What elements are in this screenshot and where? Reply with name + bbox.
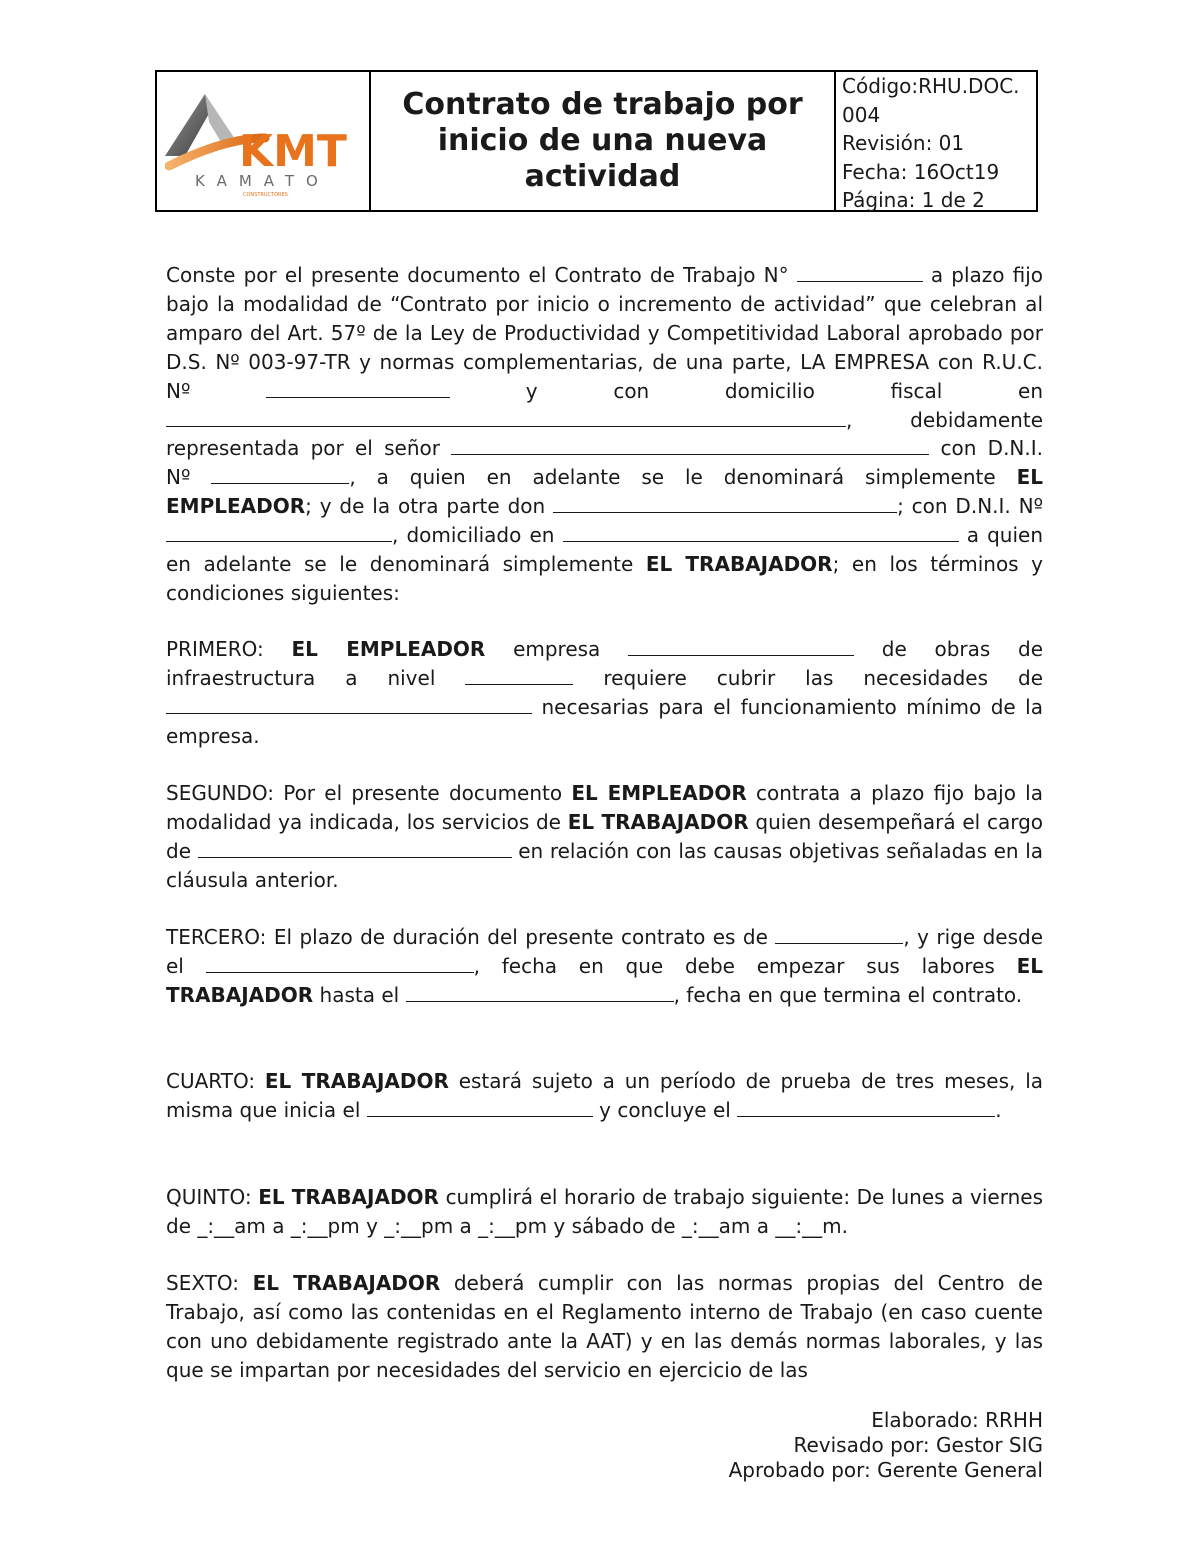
clause-text: , fecha en que termina el contrato. <box>673 982 1023 1007</box>
document-date: Fecha: 16Oct19 <box>842 159 1000 184</box>
intro-text: ; en los términos y condiciones siguientes: <box>166 552 1044 605</box>
document-code: Código:RHU.DOC.004 <box>842 74 1020 127</box>
clause-text: contrata a plazo fijo bajo la modalidad ya indicada, los servicios de <box>166 781 1043 834</box>
clause-cuarto <box>166 1067 1043 1125</box>
duration-blank <box>775 926 903 944</box>
clause-text: de obras de infraestructura a nivel <box>166 637 1044 690</box>
worker-address-blank <box>563 524 959 542</box>
clause-text: y concluye el <box>599 1097 731 1122</box>
clause-quinto <box>166 1183 1043 1241</box>
worker-name-blank <box>553 495 897 513</box>
document-page: Página: 1 de 2 <box>842 188 985 212</box>
representative-blank <box>451 437 929 455</box>
end-date-blank <box>406 984 674 1002</box>
intro-text: ; con D.N.I. Nº <box>897 494 1044 519</box>
clause-text: El plazo de duración del presente contrato es de <box>273 925 768 949</box>
logo-tagline: CONSTRUCTORES <box>243 192 288 198</box>
contract-number-blank <box>797 264 923 282</box>
clause-label: CUARTO: <box>166 1069 256 1093</box>
clause-text: . <box>995 1097 1002 1122</box>
intro-text: a quien en adelante se le denominará simplemente <box>166 523 1043 577</box>
clause-text: necesarias para el funcionamiento mínimo de la empresa. <box>166 694 1043 748</box>
elaborated-by: Elaborado: RRHH <box>871 1408 1043 1432</box>
position-blank <box>198 840 512 858</box>
clause-bold: EL EMPLEADOR <box>291 637 486 661</box>
clause-text: , fecha en que debe empezar sus labores <box>473 953 995 978</box>
clause-bold: EL TRABAJADOR <box>258 1185 439 1209</box>
company-blank <box>628 638 854 656</box>
kmt-logo <box>165 86 363 198</box>
document-meta <box>836 72 1036 210</box>
level-blank <box>465 667 573 685</box>
start-date-blank <box>206 955 474 973</box>
intro-text: , a quien en adelante se le denominará simplemente <box>349 465 996 490</box>
clause-text: en relación con las causas objetivas señaladas en la cláusula anterior. <box>166 838 1044 892</box>
intro-text: y con domicilio fiscal en <box>525 378 1044 403</box>
clause-text: estará sujeto a un período de prueba de tres meses, la misma que inicia el <box>166 1069 1043 1122</box>
ruc-blank <box>266 380 450 398</box>
clause-sexto <box>166 1269 1043 1385</box>
reviewed-by: Revisado por: Gestor SIG <box>793 1433 1043 1457</box>
intro-paragraph <box>166 261 1043 608</box>
clause-text: hasta el <box>319 982 400 1007</box>
clause-text: Por el presente documento <box>283 781 563 805</box>
clause-label: QUINTO: <box>166 1185 252 1209</box>
approved-by: Aprobado por: Gerente General <box>728 1458 1043 1482</box>
intro-text: Conste por el presente documento el Contrato de Trabajo N° <box>166 263 789 287</box>
intro-text: , debidamente representada por el señor <box>166 407 1043 461</box>
intro-text: a plazo fijo bajo la modalidad de “Contrato por inicio o incremento de actividad” que celebran al amparo del Art. 57º de la Ley de Productividad y Competitividad Laboral aprobado por D.S. Nº 003-97-TR y normas complementarias, de una parte, LA EMPRESA con R.U.C. Nº <box>166 263 1044 403</box>
clause-text: deberá cumplir con las normas propias del Centro de Trabajo, así como las contenidas en el Reglamento interno de Trabajo (en caso cuente con uno debidamente registrado ante la AAT) y en las demás normas laborales, y las que se impartan por necesidades del servicio en ejercicio de las <box>166 1271 1043 1382</box>
logo-brand: KMT <box>239 126 347 177</box>
trial-start-blank <box>367 1099 593 1117</box>
clause-bold: EL EMPLEADOR <box>571 781 747 805</box>
clause-primero <box>166 635 1043 751</box>
clause-text: requiere cubrir las necesidades de <box>603 665 1044 690</box>
clause-label: PRIMERO: <box>166 637 264 661</box>
intro-text: ; y de la otra parte don <box>305 494 546 519</box>
logo-cell <box>157 72 371 210</box>
intro-text: , domiciliado en <box>392 523 555 548</box>
clause-bold: EL TRABAJADOR <box>252 1271 441 1295</box>
document-title: Contrato de trabajo por inicio de una nueva actividad <box>371 72 836 210</box>
clause-segundo <box>166 779 1043 895</box>
clause-bold: EL TRABAJADOR <box>166 953 1043 1007</box>
clause-label: SEGUNDO: <box>166 781 274 805</box>
logo-name: KAMATO <box>195 172 330 190</box>
intro-bold: EL EMPLEADOR <box>166 465 1044 519</box>
clause-text: , y rige desde el <box>166 925 1044 978</box>
clause-label: SEXTO: <box>166 1271 240 1295</box>
clause-bold: EL TRABAJADOR <box>264 1069 449 1093</box>
clause-text: quien desempeñará el cargo de <box>166 809 1044 863</box>
clause-bold: EL TRABAJADOR <box>567 809 749 834</box>
document-revision: Revisión: 01 <box>842 131 965 155</box>
trial-end-blank <box>737 1099 995 1117</box>
fiscal-address-blank <box>166 409 846 427</box>
clause-text: empresa <box>513 637 601 661</box>
clause-text: cumplirá el horario de trabajo siguiente: De lunes a viernes de _:__am a _:__pm y _:__pm a _:__pm y sábado de _:__am a __:__m. <box>166 1185 1043 1238</box>
worker-dni-blank <box>166 524 392 542</box>
intro-bold: EL TRABAJADOR <box>645 552 833 577</box>
intro-text: con D.N.I. Nº <box>166 436 1043 490</box>
approval-footer <box>729 1408 1043 1483</box>
clause-tercero <box>166 923 1043 1010</box>
document-header <box>155 70 1038 212</box>
representative-dni-blank <box>211 466 349 484</box>
needs-blank <box>166 696 532 714</box>
clause-label: TERCERO: <box>166 925 267 949</box>
